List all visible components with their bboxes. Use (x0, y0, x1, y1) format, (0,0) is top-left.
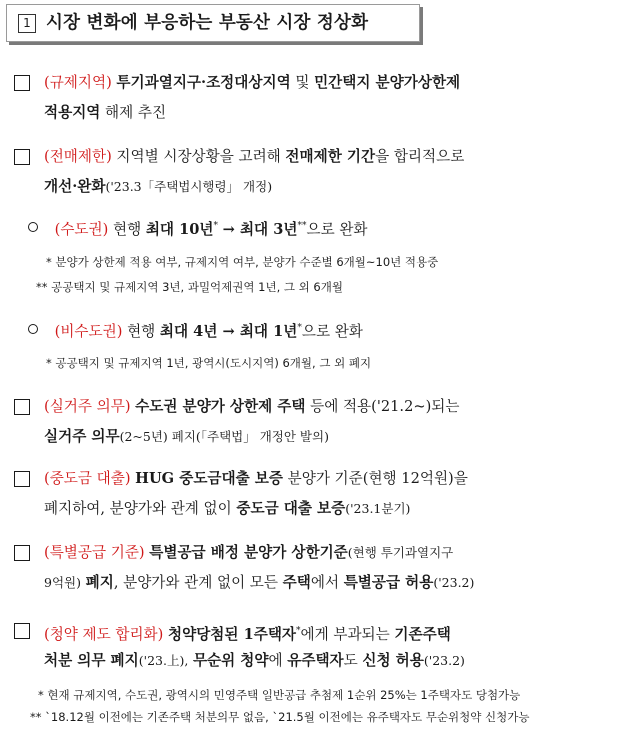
item-text-bold: 개선·완화 (44, 178, 106, 195)
item-text-bold: 적용지역 (44, 104, 101, 121)
item-text-bold: 전매제한 기간 (285, 148, 376, 165)
circle-bullet-icon (28, 222, 38, 232)
item-text-bold: 주택 (282, 574, 311, 591)
item-text-small: (현행 투기과열지구 (347, 545, 454, 560)
sub-text: 현행 (112, 220, 142, 238)
sub-mark: * (297, 323, 302, 333)
sub-text-bold: 최대 10년 (145, 220, 214, 238)
item-text-bold: 실거주 의무 (44, 428, 120, 445)
item-text-bold: 폐지 (85, 574, 114, 591)
item-text: 지역별 시장상황을 고려해 (116, 148, 281, 165)
checkbox-square (14, 75, 30, 91)
item-text: 도 (343, 652, 358, 669)
item-text: , 분양가와 관계 없이 모든 (113, 574, 278, 591)
item-line-2 (44, 494, 410, 524)
sub-text: 으로 완화 (301, 322, 363, 340)
item-line-2 (44, 172, 272, 202)
item-line-2 (44, 422, 329, 452)
item-text-bold: 수도권 분양가 상한제 주택 (135, 398, 306, 415)
item-text-bold: 민간택지 분양가상한제 (314, 74, 461, 91)
sub-tag: (수도권) (54, 220, 109, 238)
item-line-1 (44, 142, 464, 172)
item-line-1 (44, 464, 468, 494)
footnote-2: ** `18.12월 이전에는 기존주택 처분의무 없음, `21.5월 이전에는 유주택자도 무순위청약 신청가능 (30, 710, 530, 724)
item-line-1 (44, 68, 460, 98)
item-text-small: ('23.2) (423, 653, 465, 668)
item-text-bold: 기존주택 (394, 625, 451, 643)
item-text-bold: 처분 의무 폐지 (44, 652, 139, 669)
item-tag: (특별공급 기준) (44, 544, 145, 561)
item-tag: (규제지역) (44, 74, 112, 91)
item-text-bold: HUG 중도금대출 보증 (135, 470, 283, 487)
sub-tag: (비수도권) (54, 322, 123, 340)
sub-noncapital (28, 314, 363, 346)
item-text-bold: 특별공급 허용 (343, 574, 434, 591)
item-line-2 (44, 98, 166, 128)
section-number: 1 (18, 14, 36, 33)
checkbox-square (14, 149, 30, 165)
item-text-small: ('23.上), (138, 653, 189, 668)
circle-bullet-icon (28, 324, 38, 334)
item-tag: (전매제한) (44, 148, 112, 165)
item-text: 및 (295, 74, 310, 91)
item-text-small: (2~5년) 폐지(「주택법」 개정안 발의) (119, 429, 329, 444)
note-capital-2: ** 공공택지 및 규제지역 3년, 과밀억제권역 1년, 그 외 6개월 (36, 280, 343, 294)
note-noncapital: * 공공택지 및 규제지역 1년, 광역시(도시지역) 6개월, 그 외 폐지 (46, 356, 372, 370)
item-text: 에게 부과되는 (300, 625, 390, 643)
item-tag: (중도금 대출) (44, 470, 131, 487)
item-text-bold: 중도금 대출 보증 (236, 500, 346, 517)
item-tag: (실거주 의무) (44, 398, 131, 415)
checkbox-square (14, 545, 30, 561)
item-text-small: 9억원) (44, 575, 81, 590)
item-line-1 (44, 538, 453, 568)
item-text: 에 (268, 652, 283, 669)
item-text-bold: 특별공급 배정 분양가 상한기준 (149, 544, 348, 561)
item-text: 폐지하여, 분양가와 관계 없이 (44, 500, 232, 517)
section-title-box (6, 4, 420, 42)
item-text: 에서 (310, 574, 340, 591)
sub-text: 현행 (127, 322, 156, 340)
item-text-small: ('23.3「주택법시행령」 개정) (105, 179, 273, 194)
item-text: 등에 적용('21.2~)되는 (310, 398, 460, 415)
sub-mark: ** (297, 221, 307, 231)
section-title: 시장 변화에 부응하는 부동산 시장 정상화 (46, 13, 369, 33)
sub-text-bold: → 최대 3년 (222, 220, 298, 238)
item-text-small: ('23.2) (433, 575, 475, 590)
item-tag: (청약 제도 합리화) (44, 625, 164, 643)
sub-text: 으로 완화 (306, 220, 368, 238)
item-text-bold: 투기과열지구·조정대상지역 (116, 74, 291, 91)
item-text-bold: 신청 허용 (362, 652, 424, 669)
item-line-1 (44, 392, 459, 422)
item-line-1 (44, 616, 451, 650)
item-text: 해제 추진 (105, 104, 167, 121)
item-text-small: ('23.1분기) (345, 501, 411, 516)
item-text-bold: 유주택자 (287, 652, 344, 669)
item-text-bold: 무순위 청약 (192, 652, 269, 669)
checkbox-square (14, 399, 30, 415)
sub-mark: * (213, 221, 218, 231)
item-text-bold: 청약당첨된 1주택자 (168, 625, 297, 643)
sub-text-bold: 최대 4년 → 최대 1년 (159, 322, 298, 340)
item-line-2 (44, 568, 474, 598)
note-capital-1: * 분양가 상한제 적용 여부, 규제지역 여부, 분양가 수준별 6개월~10년 적용중 (46, 255, 439, 269)
footnote-1: * 현재 규제지역, 수도권, 광역시의 민영주택 일반공급 추첨제 1순위 25%는 1주택자도 당첨가능 (38, 688, 521, 702)
sub-capital (28, 212, 368, 244)
item-mark: * (296, 626, 301, 636)
checkbox-square (14, 623, 30, 639)
item-line-2 (44, 646, 465, 676)
item-text: 분양가 기준(현행 12억원)을 (287, 470, 468, 487)
item-text: 을 합리적으로 (375, 148, 465, 165)
checkbox-square (14, 471, 30, 487)
